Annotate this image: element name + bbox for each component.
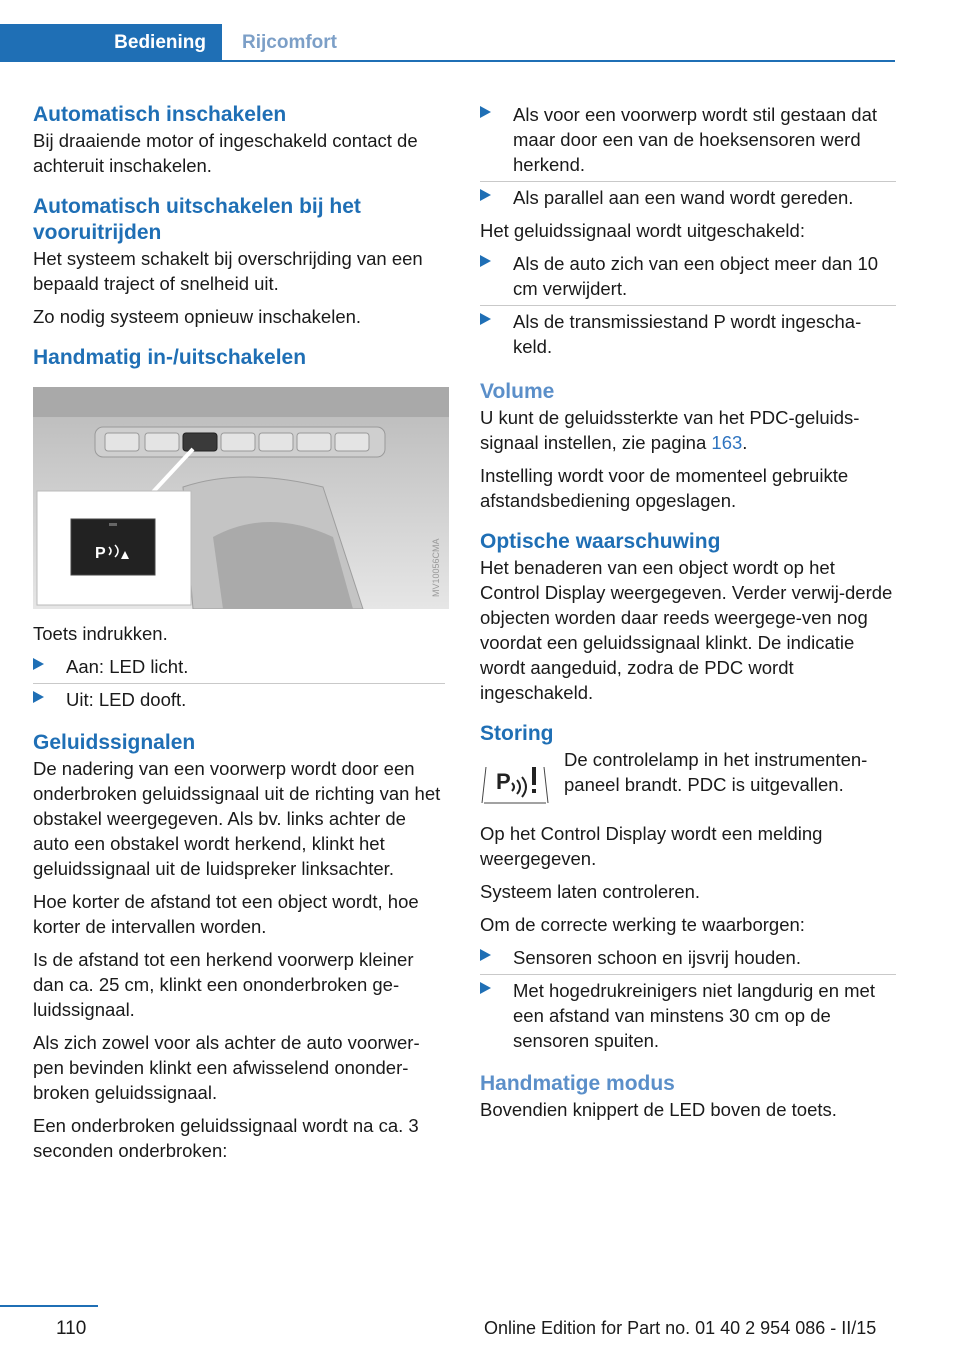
paragraph: Bovendien knippert de LED boven de toets.	[480, 1099, 837, 1120]
console-illustration	[33, 387, 449, 609]
heading-auto-off: Automatisch uitschakelen bij het vooruitrijden	[33, 195, 361, 244]
paragraph: Zo nodig systeem opnieuw inschakelen.	[33, 306, 362, 327]
paragraph: Toets indrukken.	[33, 623, 168, 644]
list-item: Als de transmissiestand P wordt ingescha-keld.	[480, 309, 896, 367]
paragraph: De controlelamp in het instrumenten-paneel brandt. PDC is uitgevallen.	[564, 749, 868, 795]
svg-text:P: P	[95, 545, 106, 562]
interrupt-list	[480, 102, 896, 218]
care-list	[480, 945, 896, 1061]
tab-underline	[222, 60, 895, 62]
list-item: Aan: LED licht.	[33, 654, 445, 687]
heading-volume: Volume	[480, 380, 555, 403]
list-item: Als parallel aan een wand wordt gereden.	[480, 185, 896, 218]
paragraph: Systeem laten controleren.	[480, 881, 701, 902]
off-list	[480, 251, 896, 367]
list-item: Sensoren schoon en ijsvrij houden.	[480, 945, 896, 978]
list-item: Uit: LED dooft.	[33, 687, 445, 720]
chapter-tabs	[0, 24, 895, 62]
edition-note: Online Edition for Part no. 01 40 2 954 086 - II/15	[484, 1318, 877, 1338]
heading-manual-mode: Handmatige modus	[480, 1072, 675, 1095]
list-item: Als de auto zich van een object meer dan 10 cm verwijdert.	[480, 251, 896, 309]
list-item: Als voor een voorwerp wordt stil gestaan dat maar door een van de hoeksensoren werd herkend.	[480, 102, 896, 185]
tab-rijcomfort[interactable]: Rijcomfort	[242, 32, 337, 53]
heading-fault: Storing	[480, 722, 554, 745]
image-code: MV10056CMA	[431, 538, 441, 597]
tab-bediening[interactable]: Bediening	[0, 24, 222, 62]
paragraph: Om de correcte werking te waarborgen:	[480, 914, 805, 935]
paragraph: U kunt de geluidssterkte van het PDC-geluids-signaal instellen, zie pagina 163.	[480, 407, 860, 453]
footer-rule	[0, 1305, 98, 1307]
pdc-button-photo	[33, 387, 449, 609]
right-column	[480, 102, 896, 1122]
heading-auto-on: Automatisch inschakelen	[33, 103, 287, 126]
svg-text:P: P	[496, 769, 511, 794]
heading-manual: Handmatig in-/uitschakelen	[33, 346, 307, 369]
paragraph: Op het Control Display wordt een melding weergegeven.	[480, 823, 823, 869]
paragraph: Een onderbroken geluidssignaal wordt na ca. 3 seconden onderbroken:	[33, 1115, 419, 1161]
heading-optical: Optische waarschuwing	[480, 530, 721, 553]
paragraph: Het benaderen van een object wordt op het Control Display weergegeven. Verder verwij-derde objecten worden daar reeds weergege-ven nog voordat een geluidssignaal klinkt. De indicatie wordt aangeduid, zodra de PDC wordt ingeschakeld.	[480, 557, 893, 703]
paragraph: Het geluidssignaal wordt uitgeschakeld:	[480, 220, 805, 241]
paragraph: Bij draaiende motor of ingeschakeld contact de achteruit inschakelen.	[33, 130, 418, 176]
heading-signals: Geluidssignalen	[33, 731, 196, 754]
pdc-warning-icon	[480, 753, 550, 805]
page-number: 110	[56, 1318, 87, 1339]
left-column	[33, 102, 445, 1163]
paragraph: Hoe korter de afstand tot een object wordt, hoe korter de intervallen worden.	[33, 891, 419, 937]
paragraph: Instelling wordt voor de momenteel gebruikte afstandsbediening opgeslagen.	[480, 465, 849, 511]
list-item: Met hogedrukreinigers niet langdurig en met een afstand van minstens 30 cm op de sensoren spuiten.	[480, 978, 896, 1061]
led-list	[33, 654, 445, 720]
paragraph: De nadering van een voorwerp wordt door een onderbroken geluidssignaal uit de richting van het obstakel weergegeven. Als bv. links achter de auto een obstakel wordt herkend, klinkt het geluidssignaal uit de luidspreker linksachter.	[33, 758, 441, 879]
fault-row	[480, 747, 896, 813]
page-link[interactable]: 163	[711, 432, 743, 453]
paragraph: Het systeem schakelt bij overschrijding van een bepaald traject of snelheid uit.	[33, 248, 423, 294]
paragraph: Als zich zowel voor als achter de auto voorwer-pen bevinden klinkt een afwisselend ononder-broken geluidssignaal.	[33, 1032, 420, 1103]
paragraph: Is de afstand tot een herkend voorwerp kleiner dan ca. 25 cm, klinkt een ononderbroken ge-luidssignaal.	[33, 949, 414, 1020]
